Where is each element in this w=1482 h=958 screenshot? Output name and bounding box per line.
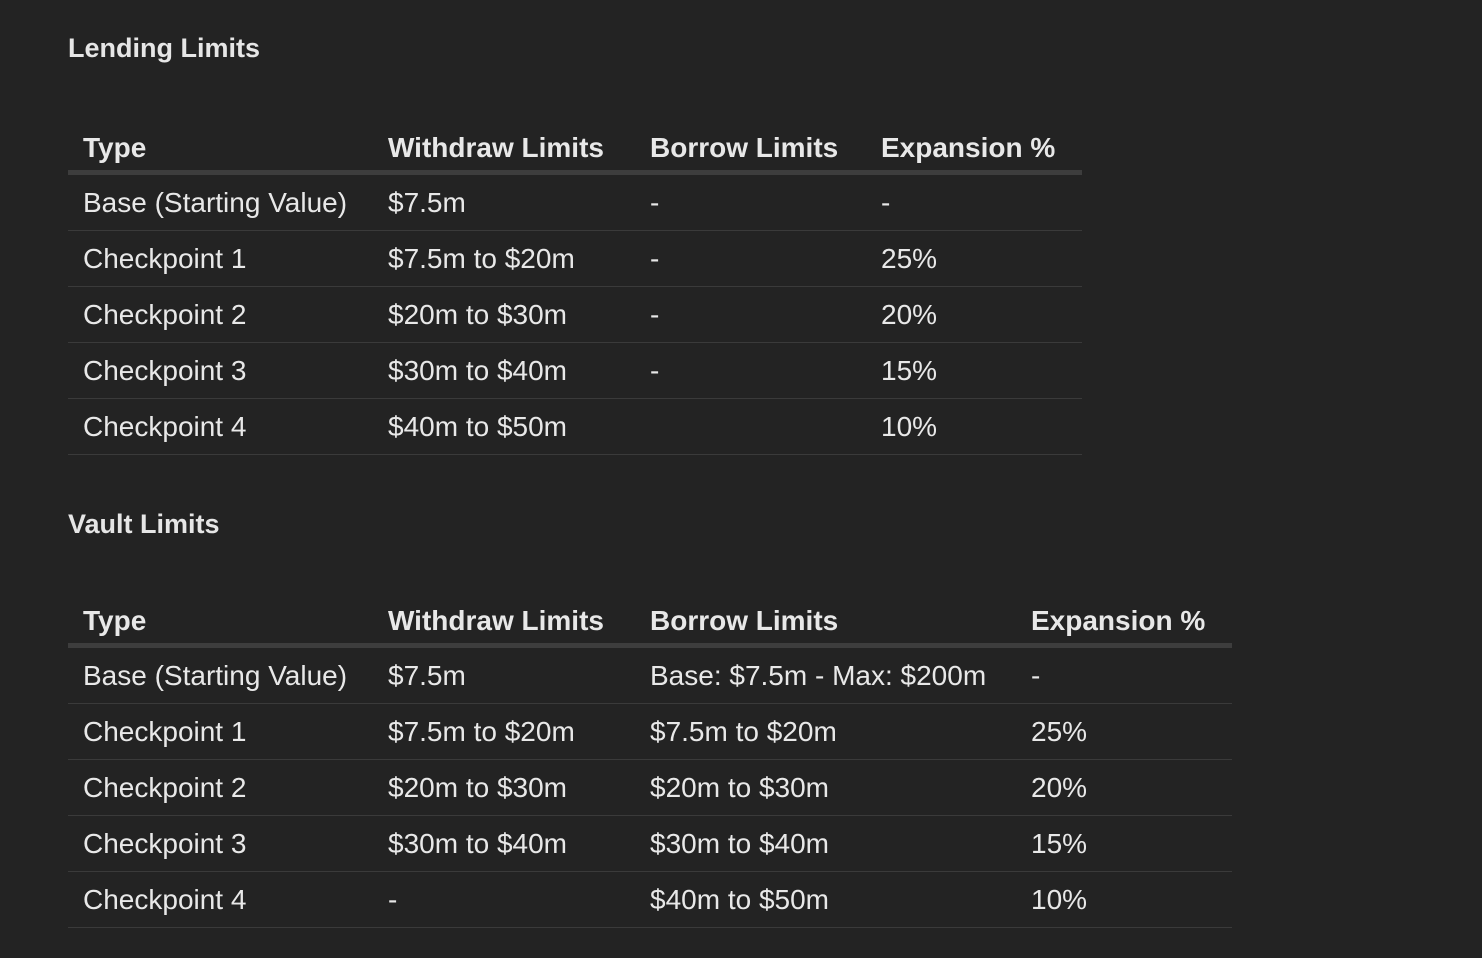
table-row xyxy=(68,816,1232,872)
table-row xyxy=(68,704,1232,760)
cell-type: Checkpoint 3 xyxy=(68,343,372,399)
vault-limits-table xyxy=(68,579,1232,928)
cell-expansion: 25% xyxy=(865,231,1082,287)
cell-withdraw-limit: - xyxy=(372,872,634,928)
table-row xyxy=(68,399,1082,455)
table-row xyxy=(68,343,1082,399)
cell-borrow-limit: Base: $7.5m - Max: $200m xyxy=(634,646,1015,704)
cell-withdraw-limit: $20m to $30m xyxy=(372,287,634,343)
column-header-withdraw-limits: Withdraw Limits xyxy=(372,106,634,173)
cell-borrow-limit: $40m to $50m xyxy=(634,872,1015,928)
cell-borrow-limit xyxy=(634,399,865,455)
cell-expansion: 25% xyxy=(1015,704,1232,760)
cell-borrow-limit: - xyxy=(634,287,865,343)
cell-expansion: 10% xyxy=(1015,872,1232,928)
cell-expansion: 15% xyxy=(1015,816,1232,872)
table-header-row xyxy=(68,579,1232,646)
cell-withdraw-limit: $40m to $50m xyxy=(372,399,634,455)
table-row xyxy=(68,173,1082,231)
table-row xyxy=(68,646,1232,704)
vault-limits-heading: Vault Limits xyxy=(68,509,220,539)
cell-expansion: 20% xyxy=(865,287,1082,343)
column-header-type: Type xyxy=(68,579,372,646)
cell-expansion: - xyxy=(1015,646,1232,704)
cell-withdraw-limit: $7.5m to $20m xyxy=(372,704,634,760)
cell-type: Checkpoint 4 xyxy=(68,872,372,928)
table-row xyxy=(68,231,1082,287)
cell-type: Base (Starting Value) xyxy=(68,173,372,231)
lending-limits-table xyxy=(68,106,1082,455)
cell-withdraw-limit: $7.5m xyxy=(372,646,634,704)
cell-type: Checkpoint 3 xyxy=(68,816,372,872)
cell-expansion: 20% xyxy=(1015,760,1232,816)
cell-type: Base (Starting Value) xyxy=(68,646,372,704)
cell-withdraw-limit: $7.5m xyxy=(372,173,634,231)
table-row xyxy=(68,287,1082,343)
cell-expansion: 15% xyxy=(865,343,1082,399)
cell-borrow-limit: - xyxy=(634,173,865,231)
cell-withdraw-limit: $30m to $40m xyxy=(372,343,634,399)
cell-borrow-limit: $7.5m to $20m xyxy=(634,704,1015,760)
table-row xyxy=(68,760,1232,816)
cell-borrow-limit: $30m to $40m xyxy=(634,816,1015,872)
cell-withdraw-limit: $30m to $40m xyxy=(372,816,634,872)
cell-borrow-limit: $20m to $30m xyxy=(634,760,1015,816)
cell-type: Checkpoint 2 xyxy=(68,760,372,816)
cell-type: Checkpoint 2 xyxy=(68,287,372,343)
column-header-type: Type xyxy=(68,106,372,173)
column-header-borrow-limits: Borrow Limits xyxy=(634,106,865,173)
column-header-expansion: Expansion % xyxy=(865,106,1082,173)
column-header-expansion: Expansion % xyxy=(1015,579,1232,646)
cell-type: Checkpoint 4 xyxy=(68,399,372,455)
lending-limits-heading: Lending Limits xyxy=(68,33,260,63)
table-header-row xyxy=(68,106,1082,173)
cell-withdraw-limit: $7.5m to $20m xyxy=(372,231,634,287)
cell-type: Checkpoint 1 xyxy=(68,704,372,760)
cell-withdraw-limit: $20m to $30m xyxy=(372,760,634,816)
table-row xyxy=(68,872,1232,928)
column-header-withdraw-limits: Withdraw Limits xyxy=(372,579,634,646)
cell-expansion: - xyxy=(865,173,1082,231)
column-header-borrow-limits: Borrow Limits xyxy=(634,579,1015,646)
cell-borrow-limit: - xyxy=(634,343,865,399)
cell-type: Checkpoint 1 xyxy=(68,231,372,287)
cell-expansion: 10% xyxy=(865,399,1082,455)
cell-borrow-limit: - xyxy=(634,231,865,287)
